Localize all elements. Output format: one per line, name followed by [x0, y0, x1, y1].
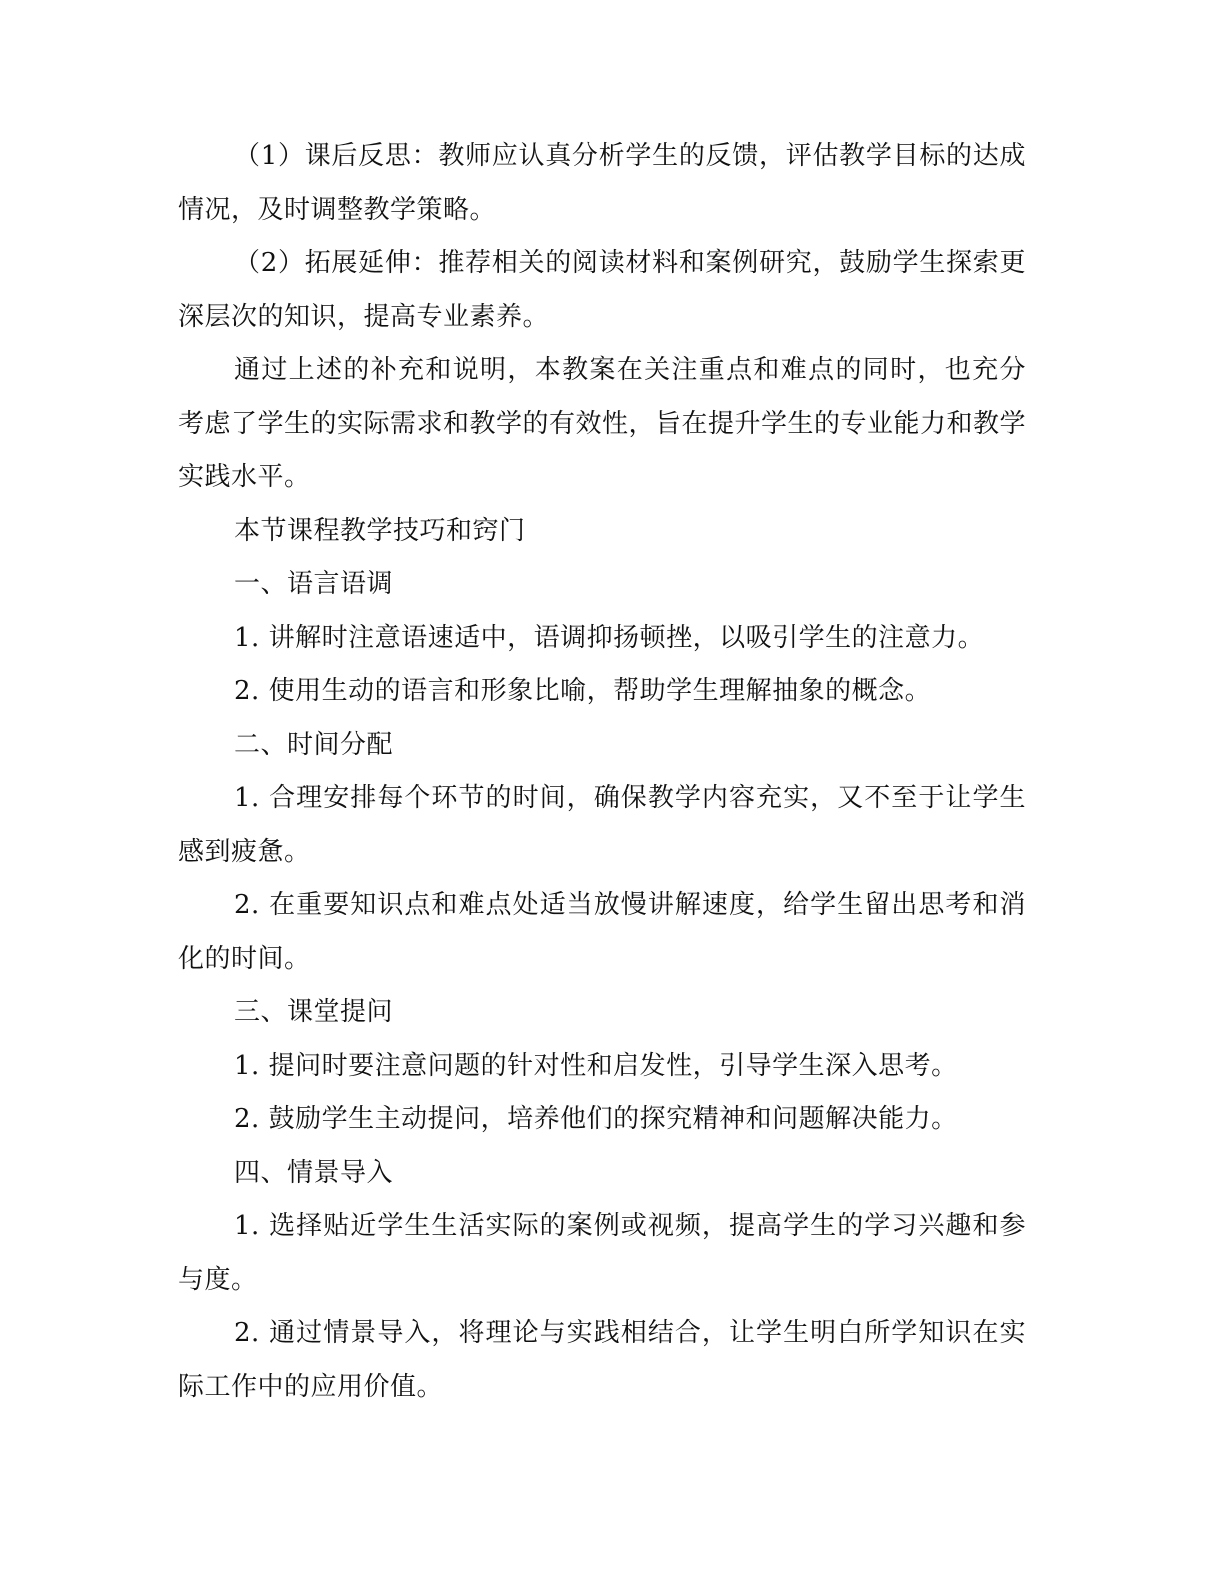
heading-scenario-intro: 四、情景导入 [234, 1157, 394, 1188]
list-item-questions-2: 2. 鼓励学生主动提问，培养他们的探究精神和问题解决能力。 [234, 1104, 958, 1134]
list-item-scenario-1: 1. 选择贴近学生生活实际的案例或视频，提高学生的学习兴趣和参与度。 [178, 1211, 1026, 1295]
heading-time-allocation: 二、时间分配 [234, 729, 394, 760]
section-title-tips: 本节课程教学技巧和窍门 [234, 515, 526, 546]
paragraph-reflection: （1）课后反思：教师应认真分析学生的反馈，评估教学目标的达成情况，及时调整教学策略。 [178, 141, 1026, 225]
heading-language-tone: 一、语言语调 [234, 569, 394, 599]
list-item-language-1: 1. 讲解时注意语速适中，语调抑扬顿挫，以吸引学生的注意力。 [234, 622, 985, 653]
list-item-language-2: 2. 使用生动的语言和形象比喻，帮助学生理解抽象的概念。 [234, 676, 932, 706]
document-body [178, 130, 1026, 1414]
list-item-questions-1: 1. 提问时要注意问题的针对性和启发性，引导学生深入思考。 [234, 1050, 958, 1081]
list-item-time-2: 2. 在重要知识点和难点处适当放慢讲解速度，给学生留出思考和消化的时间。 [178, 890, 1026, 974]
paragraph-extension: （2）拓展延伸：推荐相关的阅读材料和案例研究，鼓励学生探索更深层次的知识，提高专业素养。 [178, 248, 1026, 332]
heading-classroom-questions: 三、课堂提问 [234, 997, 394, 1027]
paragraph-summary: 通过上述的补充和说明，本教案在关注重点和难点的同时，也充分考虑了学生的实际需求和教学的有效性，旨在提升学生的专业能力和教学实践水平。 [178, 355, 1027, 492]
list-item-scenario-2: 2. 通过情景导入，将理论与实践相结合，让学生明白所学知识在实际工作中的应用价值。 [178, 1318, 1026, 1402]
list-item-time-1: 1. 合理安排每个环节的时间，确保教学内容充实，又不至于让学生感到疲惫。 [178, 783, 1026, 867]
